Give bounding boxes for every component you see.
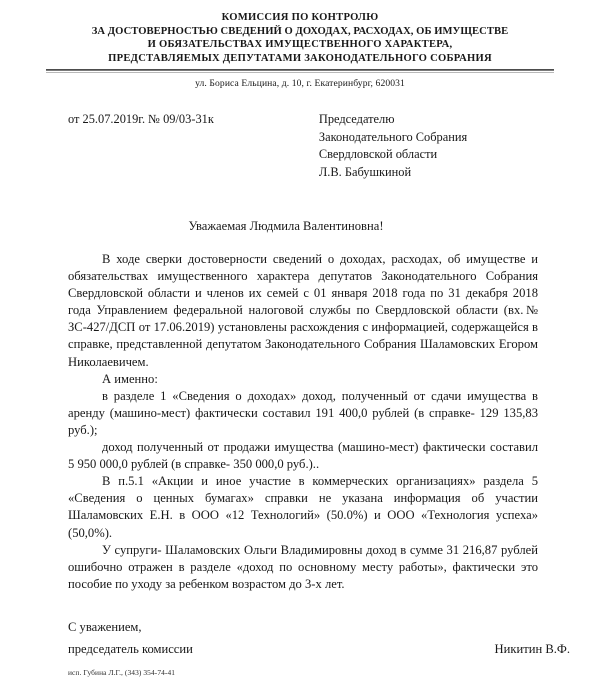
addressee-line-4: Л.В. Бабушкиной: [318, 164, 412, 179]
org-title-line-2: ЗА ДОСТОВЕРНОСТЬЮ СВЕДЕНИЙ О ДОХОДАХ, РАСХОДАХ, ОБ ИМУЩЕСТВЕ: [91, 25, 509, 37]
signature-block: [0, 616, 600, 660]
addressee-block: [319, 111, 467, 181]
body-paragraph-intro: В ходе сверки достоверности сведений о доходах, расходах, об имуществе и обязательствах имущественного характера депутатов Законодательного Собрания Свердловской области и членов их семей с 01 января 2018 года по 31 декабря 2018 года Управлением федеральной налоговой службы по Свердловской области (вх.№ ЗС-427/ДСП от 17.06.2019) установлены расхождения с информацией, содержащейся в справке, представленной депутатом Законодательного Собрания Шаламовских Егором Николаевичем.: [68, 252, 538, 369]
addressee-line-2: Законодательного Собрания: [318, 129, 468, 144]
org-address: ул. Бориса Ельцина, д. 10, г. Екатеринбург, 620031: [195, 78, 405, 90]
divider-rule-thin: [46, 72, 554, 73]
body-paragraph-sale-income: доход полученный от продажи имущества (машино-мест) фактически составил 5 950 000,0 рублей (в справке- 350 000,0 руб.)..: [68, 440, 538, 472]
signature-row: [68, 638, 570, 660]
org-title-line-1: КОМИССИЯ ПО КОНТРОЛЮ: [221, 12, 379, 23]
org-title-line-4: ПРЕДСТАВЛЯЕМЫХ ДЕПУТАТАМИ ЗАКОНОДАТЕЛЬНОГО СОБРАНИЯ: [108, 52, 492, 64]
body-paragraph-spouse: У супруги- Шаламовских Ольги Владимировны доход в сумме 31 216,87 рублей ошибочно отражен в разделе «доход по основному месту работы», фактически это пособие по уходу за ребенком возрастом до 3-х лет.: [68, 542, 538, 591]
body-paragraph-shares: В п.5.1 «Акции и иное участие в коммерческих организациях» раздела 5 «Сведения о ценных бумагах» справки не указана информация об участии Шаламовских Е.Н. в ООО «12 Технологий» (50.0%) и ООО «Технология успеха» (50,0%).: [68, 474, 538, 540]
salutation: Уважаемая Людмила Валентиновна!: [188, 219, 384, 233]
letterhead: [0, 0, 600, 89]
executor-note: исп. Губина Л.Г., (343) 354-74-41: [68, 667, 176, 677]
body-paragraph-namely: А именно:: [102, 371, 158, 386]
addressee-line-3: Свердловской области: [318, 147, 438, 162]
org-title-line-3: И ОБЯЗАТЕЛЬСТВАХ ИМУЩЕСТВЕННОГО ХАРАКТЕРА,: [147, 39, 453, 51]
signature-closing: С уважением,: [68, 619, 142, 634]
reference-block: [0, 111, 600, 181]
divider-rule-thick: [46, 69, 554, 71]
body-paragraph-rental-income: в разделе 1 «Сведения о доходах» доход, полученный от сдачи имущества в аренду (машино-мест) фактически составил 191 400,0 рублей (в справке- 129 135,83 руб.);: [68, 388, 538, 437]
letter-body: [0, 251, 600, 593]
addressee-line-1: Председателю: [318, 112, 395, 127]
reference-date-number: от 25.07.2019г. № 09/03-31к: [68, 112, 214, 127]
signature-position: председатель комиссии: [68, 641, 193, 656]
letterhead-divider: [46, 69, 554, 73]
signature-name: Никитин В.Ф.: [494, 641, 570, 656]
